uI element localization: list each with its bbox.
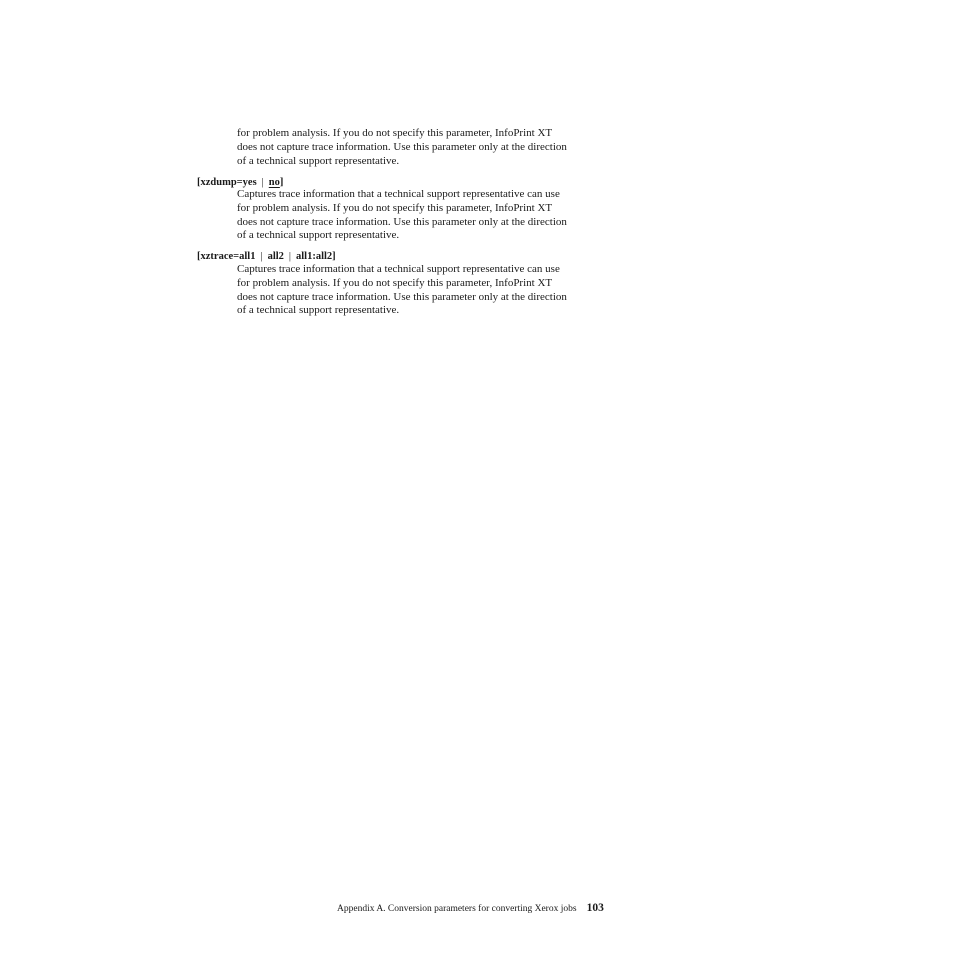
description-line: of a technical support representative. xyxy=(237,229,400,242)
term-separator: | xyxy=(260,251,263,262)
description-line: does not capture trace information. Use this parameter only at the direction xyxy=(237,215,567,228)
description-line: of a technical support representative. xyxy=(237,154,400,167)
xzdump-description xyxy=(237,188,637,243)
description-line: of a technical support representative. xyxy=(237,304,400,317)
description-line: does not capture trace information. Use this parameter only at the direction xyxy=(237,290,567,303)
term-separator: | xyxy=(261,177,264,188)
description-line: for problem analysis. If you do not specify this parameter, InfoPrint XT xyxy=(237,276,553,289)
xzdump-default-value: no xyxy=(268,177,280,188)
xztrace-term-part3: all1:all2] xyxy=(296,251,336,262)
xztrace-term-part2: all2 xyxy=(267,251,284,262)
term-separator: | xyxy=(288,251,292,262)
page-footer xyxy=(337,902,604,916)
continued-description xyxy=(237,127,637,168)
description-line: for problem analysis. If you do not specify this parameter, InfoPrint XT xyxy=(237,127,553,139)
xztrace-term-part1: [xztrace=all1 xyxy=(197,251,256,262)
description-line: Captures trace information that a technical support representative can use xyxy=(237,263,560,275)
xztrace-description xyxy=(237,263,637,318)
page-number: 103 xyxy=(586,902,604,914)
xzdump-term-prefix: [xzdump=yes xyxy=(197,177,257,188)
xztrace-parameter-term xyxy=(197,250,336,263)
description-line: does not capture trace information. Use this parameter only at the direction xyxy=(237,140,567,153)
xzdump-term-suffix: ] xyxy=(279,177,284,188)
footer-title: Appendix A. Conversion parameters for converting Xerox jobs xyxy=(337,904,577,914)
description-line: for problem analysis. If you do not specify this parameter, InfoPrint XT xyxy=(237,201,553,214)
description-line: Captures trace information that a technical support representative can use xyxy=(237,188,560,200)
